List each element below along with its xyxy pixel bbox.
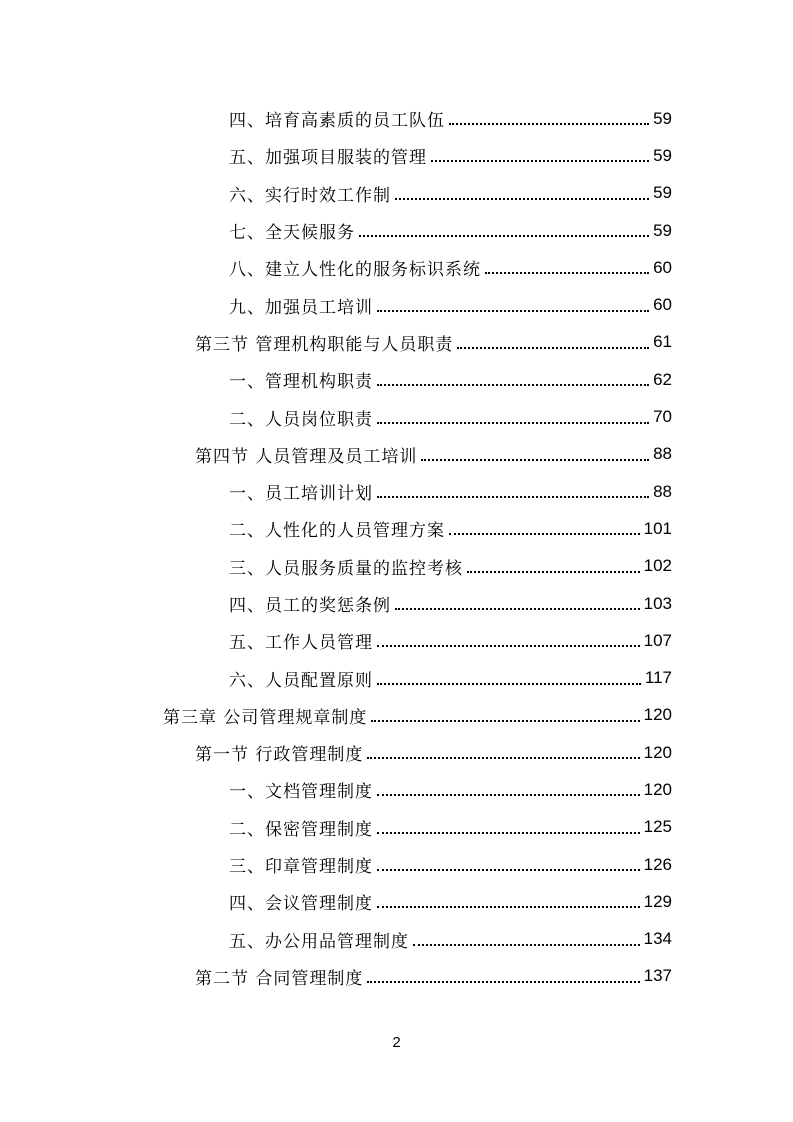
page-number: 2 [392, 1034, 401, 1051]
toc-entry[interactable] [0, 361, 793, 398]
toc-dot-leader [457, 346, 649, 349]
toc-entry[interactable] [0, 249, 793, 286]
toc-entry-page-number: 62 [653, 369, 672, 389]
toc-entry-page-number: 107 [643, 630, 672, 650]
toc-dot-leader [377, 905, 640, 908]
toc-entry[interactable] [0, 846, 793, 883]
toc-entry[interactable] [0, 473, 793, 510]
toc-entry-title: 四、会议管理制度 [229, 894, 373, 915]
toc-dot-leader [377, 421, 649, 424]
toc-entry[interactable] [0, 921, 793, 958]
toc-dot-leader [377, 682, 641, 685]
toc-entry[interactable] [0, 771, 793, 808]
toc-dot-leader [467, 570, 640, 573]
toc-entry[interactable] [0, 697, 793, 734]
toc-entry[interactable] [0, 548, 793, 585]
toc-entry-page-number: 120 [643, 705, 672, 725]
toc-entry[interactable] [0, 883, 793, 920]
toc-entry-page-number: 125 [643, 817, 672, 837]
toc-dot-leader [449, 532, 640, 535]
toc-entry-page-number: 126 [643, 854, 672, 874]
toc-entry-page-number: 103 [643, 593, 672, 613]
toc-entry[interactable] [0, 659, 793, 696]
toc-dot-leader [449, 122, 649, 125]
toc-entry-title: 一、员工培训计划 [229, 484, 373, 505]
toc-entry[interactable] [0, 212, 793, 249]
toc-dot-leader [377, 383, 649, 386]
toc-entry-page-number: 137 [643, 966, 672, 986]
toc-entry[interactable] [0, 734, 793, 771]
toc-entry-title: 二、人员岗位职责 [229, 409, 373, 430]
toc-entry[interactable] [0, 436, 793, 473]
toc-entry-title: 第三节 管理机构职能与人员职责 [195, 334, 454, 355]
toc-entry-title: 五、工作人员管理 [229, 633, 373, 654]
toc-entry[interactable] [0, 324, 793, 361]
toc-entry-title: 三、印章管理制度 [229, 857, 373, 878]
toc-entry-page-number: 117 [644, 668, 672, 688]
toc-entry-title: 第二节 合同管理制度 [195, 968, 364, 989]
toc-entry-page-number: 129 [643, 891, 672, 911]
toc-entry-title: 二、保密管理制度 [229, 819, 373, 840]
toc-entry[interactable] [0, 100, 793, 137]
toc-entry-title: 七、全天候服务 [229, 223, 355, 244]
toc-entry-page-number: 70 [653, 407, 672, 427]
toc-entry-title: 一、管理机构职责 [229, 372, 373, 393]
toc-entry[interactable] [0, 398, 793, 435]
toc-entry-title: 第一节 行政管理制度 [195, 745, 364, 766]
toc-dot-leader [377, 868, 640, 871]
toc-entry-title: 一、文档管理制度 [229, 782, 373, 803]
toc-dot-leader [367, 980, 639, 983]
toc-entry-title: 四、培育高素质的员工队伍 [229, 111, 445, 132]
toc-entry-page-number: 61 [653, 332, 672, 352]
toc-entry-page-number: 88 [653, 444, 672, 464]
toc-dot-leader [359, 234, 649, 237]
toc-dot-leader [485, 271, 649, 274]
toc-entry-page-number: 59 [653, 220, 672, 240]
toc-entry-page-number: 59 [653, 108, 672, 128]
toc-entry-page-number: 59 [653, 145, 672, 165]
toc-entry[interactable] [0, 622, 793, 659]
toc-entry[interactable] [0, 958, 793, 995]
toc-dot-leader [367, 756, 639, 759]
toc-entry-page-number: 59 [653, 183, 672, 203]
toc-dot-leader [377, 793, 640, 796]
toc-entry-title: 六、实行时效工作制 [229, 185, 391, 206]
toc-entry-page-number: 120 [643, 779, 672, 799]
toc-entry-page-number: 60 [653, 257, 672, 277]
toc-dot-leader [371, 719, 639, 722]
toc-dot-leader [421, 458, 649, 461]
toc-entry[interactable] [0, 175, 793, 212]
toc-entry-title: 五、办公用品管理制度 [229, 931, 409, 952]
toc-dot-leader [431, 159, 649, 162]
toc-entry[interactable] [0, 286, 793, 323]
toc-entry[interactable] [0, 137, 793, 174]
toc-entry-title: 四、员工的奖惩条例 [229, 596, 391, 616]
toc-entry-page-number: 102 [643, 556, 672, 576]
toc-entry[interactable] [0, 510, 793, 547]
toc-entry-title: 九、加强员工培训 [229, 297, 373, 318]
toc-dot-leader [377, 831, 640, 834]
toc-entry-page-number: 120 [643, 742, 672, 762]
toc-entry[interactable] [0, 585, 793, 622]
toc-entry-page-number: 60 [653, 295, 672, 315]
toc-entry-title: 第四节 人员管理及员工培训 [195, 446, 418, 467]
toc-entry-page-number: 101 [643, 518, 672, 538]
toc-entry-page-number: 134 [643, 929, 672, 949]
toc-dot-leader [377, 309, 649, 312]
table-of-contents [0, 100, 793, 995]
toc-entry[interactable] [0, 809, 793, 846]
toc-dot-leader [377, 495, 649, 498]
toc-dot-leader [413, 943, 640, 946]
toc-entry-title: 八、建立人性化的服务标识系统 [229, 260, 481, 281]
toc-dot-leader [377, 644, 640, 647]
toc-entry-title: 二、人性化的人员管理方案 [229, 521, 445, 542]
toc-entry-title: 六、人员配置原则 [229, 670, 373, 691]
toc-entry-title: 三、人员服务质量的监控考核 [229, 558, 463, 579]
toc-dot-leader [395, 197, 649, 200]
toc-entry-page-number: 88 [653, 481, 672, 501]
toc-entry-title: 第三章 公司管理规章制度 [163, 707, 368, 728]
toc-entry-title: 五、加强项目服装的管理 [229, 148, 427, 169]
toc-dot-leader [395, 607, 640, 610]
